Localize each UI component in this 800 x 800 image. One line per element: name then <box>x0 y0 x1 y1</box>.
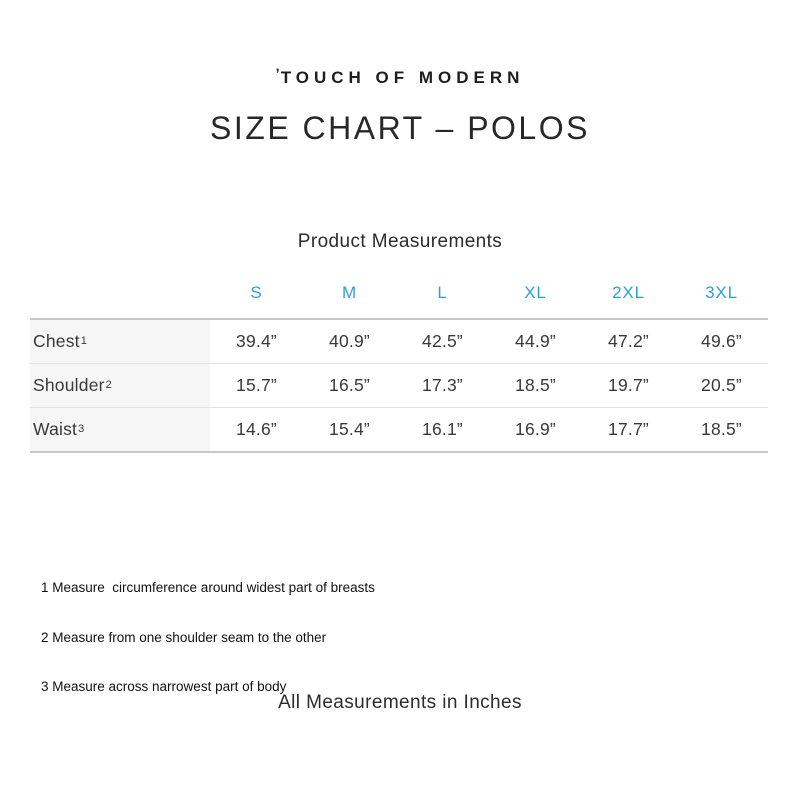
row-label-text: Shoulder <box>33 375 105 395</box>
chest-value-m: 40.9” <box>329 331 370 351</box>
footnote-ref: 2 <box>105 379 112 391</box>
footnote-1: 1 Measure circumference around widest part of breasts <box>41 580 375 595</box>
measurements-table <box>30 318 768 453</box>
chest-value-2xl: 47.2” <box>608 331 649 351</box>
row-label-text: Waist <box>33 419 78 439</box>
size-header-s: S <box>250 283 263 302</box>
waist-value-2xl: 17.7” <box>608 419 649 439</box>
footnote-3: 3 Measure across narrowest part of body <box>41 679 287 694</box>
size-header-row <box>30 282 768 304</box>
footnote-2: 2 Measure from one shoulder seam to the other <box>41 629 327 645</box>
shoulder-value-m: 16.5” <box>329 375 370 395</box>
waist-value-3xl: 18.5” <box>701 419 742 439</box>
waist-value-s: 14.6” <box>236 419 277 439</box>
footnote-ref: 1 <box>80 335 88 347</box>
shoulder-value-s: 15.7” <box>236 375 277 395</box>
size-header-m: M <box>342 283 357 302</box>
waist-value-xl: 16.9” <box>515 419 556 439</box>
row-label-chest <box>30 320 210 363</box>
shoulder-value-l: 17.3” <box>422 375 463 395</box>
page-title: SIZE CHART – POLOS <box>210 110 590 146</box>
waist-value-l: 16.1” <box>422 419 463 439</box>
row-label-waist <box>30 408 210 451</box>
brand-name: TOUCH OF MODERN <box>280 68 525 87</box>
row-label-text: Chest <box>33 331 80 351</box>
shoulder-value-xl: 18.5” <box>515 375 556 395</box>
shoulder-value-3xl: 20.5” <box>701 375 742 395</box>
footer-note: All Measurements in Inches <box>278 692 522 713</box>
size-header-xl: XL <box>524 283 547 302</box>
waist-value-m: 15.4” <box>329 419 370 439</box>
chest-value-xl: 44.9” <box>515 331 556 351</box>
size-header-2xl: 2XL <box>612 283 645 302</box>
table-row-chest <box>30 320 768 363</box>
table-caption: Product Measurements <box>297 231 503 252</box>
chest-value-s: 39.4” <box>236 331 277 351</box>
brand-tick-icon: ʼ <box>275 66 280 83</box>
footnote-ref: 3 <box>78 423 85 435</box>
row-label-shoulder <box>30 364 210 407</box>
chest-value-l: 42.5” <box>422 331 463 351</box>
shoulder-value-2xl: 19.7” <box>608 375 649 395</box>
brand-logo <box>0 66 800 88</box>
table-row-shoulder <box>30 363 768 407</box>
size-header-l: L <box>437 283 448 302</box>
chest-value-3xl: 49.6” <box>701 331 742 351</box>
size-header-3xl: 3XL <box>705 283 738 302</box>
table-row-waist <box>30 407 768 451</box>
